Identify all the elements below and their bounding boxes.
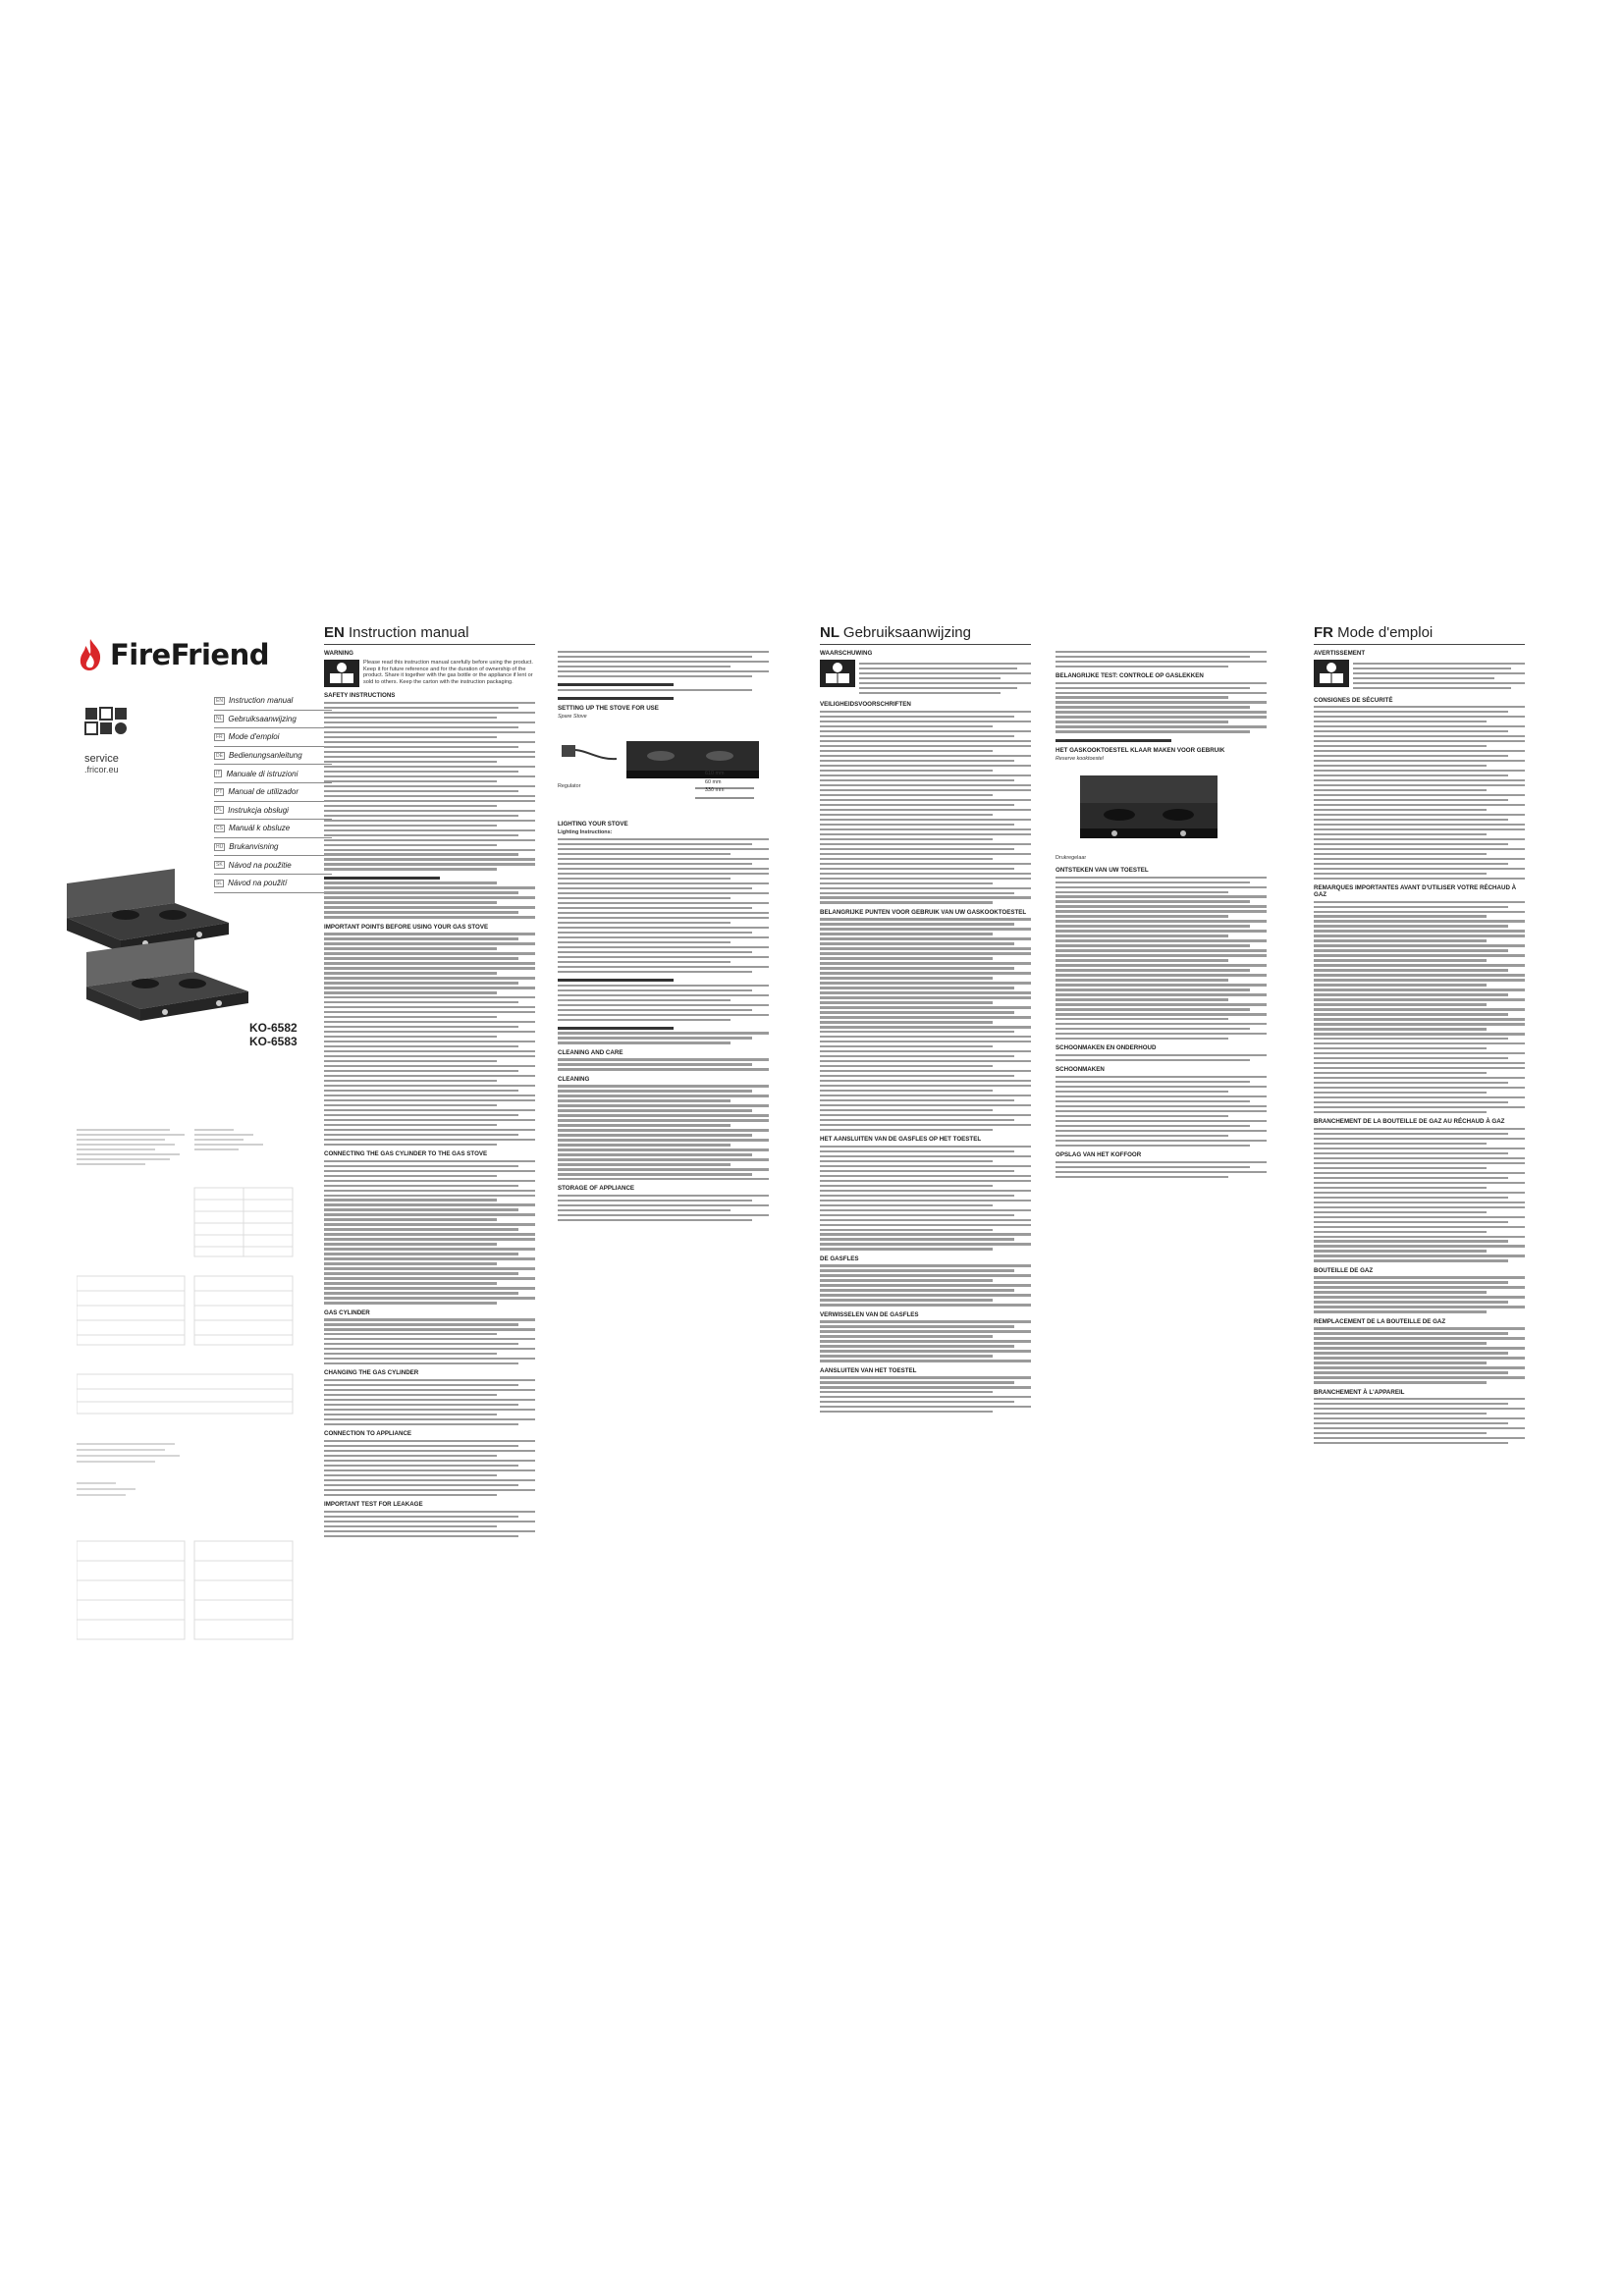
- body-text-block: [1314, 1128, 1525, 1262]
- warning-box: [820, 660, 1031, 696]
- body-text-block: [558, 838, 769, 1044]
- nl-column: [820, 624, 1031, 1415]
- body-text-block: [820, 1320, 1031, 1362]
- heading-connect: BRANCHEMENT DE LA BOUTEILLE DE GAZ AU RÉCHAUD À GAZ: [1314, 1118, 1505, 1126]
- body-text-block: [820, 1264, 1031, 1306]
- stove-product-image: [57, 844, 253, 1021]
- section-title-nl: NL Gebruiksaanwijzing: [820, 624, 1031, 645]
- heading-gas-cylinder: GAS CYLINDER: [324, 1308, 370, 1316]
- heading-lighting: LIGHTING YOUR STOVE: [558, 820, 628, 828]
- en-column-2: [558, 648, 769, 1224]
- body-text-block: [558, 1085, 769, 1180]
- language-item: EN Instruction manual: [214, 692, 332, 711]
- figure-caption: Drukregelaar: [1056, 855, 1087, 862]
- model-number: KO-6582: [249, 1021, 298, 1035]
- dimension-label: 60 mm: [705, 778, 722, 785]
- heading-ignite: ONTSTEKEN VAN UW TOESTEL: [1056, 866, 1149, 874]
- body-text-block: [1056, 1054, 1267, 1061]
- fr-column: [1314, 624, 1525, 1447]
- heading-cleaning: CLEANING AND CARE: [558, 1048, 623, 1056]
- heading-warning: WARNING: [324, 650, 353, 657]
- body-text-block: [820, 711, 1031, 904]
- language-item: DE Bedienungsanleitung: [214, 747, 332, 766]
- heading-remarks: REMARQUES IMPORTANTES AVANT D'UTILISER VOTRE RÉCHAUD À GAZ: [1314, 883, 1517, 898]
- section-title-fr: FR Mode d'emploi: [1314, 624, 1525, 645]
- heading-appliance: AANSLUITEN VAN HET TOESTEL: [820, 1366, 917, 1374]
- heading-appliance: BRANCHEMENT À L'APPAREIL: [1314, 1388, 1405, 1396]
- read-manual-icon: [1314, 660, 1349, 687]
- service-name: service: [84, 753, 119, 765]
- body-text-block: [1056, 1076, 1267, 1147]
- heading-clean: SCHOONMAKEN EN ONDERHOUD: [1056, 1044, 1157, 1052]
- language-item: IT Manuale di istruzioni: [214, 765, 332, 783]
- stove-setup-figure: [1056, 764, 1267, 857]
- heading-important: IMPORTANT POINTS BEFORE USING YOUR GAS STOVE: [324, 923, 489, 931]
- heading-replace: REMPLACEMENT DE LA BOUTEILLE DE GAZ: [1314, 1317, 1446, 1325]
- heading-changing: CHANGING THE GAS CYLINDER: [324, 1369, 419, 1377]
- language-item: SK Návod na použitie: [214, 856, 332, 875]
- read-manual-icon: [324, 660, 359, 687]
- heading-safety: VEILIGHEIDSVOORSCHRIFTEN: [820, 701, 911, 709]
- heading-connect: HET AANSLUITEN VAN DE GASFLES OP HET TOESTEL: [820, 1136, 982, 1144]
- heading-warning: WAARSCHUWING: [820, 650, 873, 657]
- heading-safety: SAFETY INSTRUCTIONS: [324, 692, 396, 700]
- heading-setup: HET GASKOOKTOESTEL KLAAR MAKEN VOOR GEBRUIK: [1056, 746, 1225, 754]
- body-text-block: [1056, 1161, 1267, 1178]
- body-text-block: [820, 1376, 1031, 1413]
- brand-name: FireFriend: [110, 638, 269, 671]
- heading-connecting: CONNECTING THE GAS CYLINDER TO THE GAS STOVE: [324, 1150, 488, 1158]
- heading-bottle: DE GASFLES: [820, 1255, 859, 1262]
- body-text-block: [558, 1058, 769, 1070]
- body-text-block: [324, 933, 535, 1146]
- heading-setup: SETTING UP THE STOVE FOR USE: [558, 704, 659, 712]
- language-item: PT Manual de utilizador: [214, 783, 332, 802]
- heading-storage: STORAGE OF APPLIANCE: [558, 1185, 635, 1193]
- figure-caption: Regulator: [558, 783, 581, 790]
- body-text-block: [820, 918, 1031, 1131]
- heading-storage: OPSLAG VAN HET KOFFOOR: [1056, 1151, 1142, 1159]
- body-text-block: [324, 1318, 535, 1364]
- body-text-block: [558, 1195, 769, 1221]
- en-column: [324, 624, 535, 1540]
- language-item: FR Mode d'emploi: [214, 728, 332, 747]
- read-manual-icon: [820, 660, 855, 687]
- lighting-subtitle: Lighting Instructions:: [558, 828, 613, 835]
- model-numbers: [249, 1021, 298, 1048]
- body-text-block: [1056, 877, 1267, 1041]
- language-item: CS Manuál k obsluze: [214, 820, 332, 838]
- service-url: .fricor.eu: [84, 765, 119, 774]
- setup-subtitle: Spare Stove: [558, 713, 587, 720]
- heading-bottle: BOUTEILLE DE GAZ: [1314, 1266, 1374, 1274]
- body-text-block: [324, 1379, 535, 1425]
- body-text-block: [1056, 682, 1267, 742]
- service-badge: [84, 707, 153, 774]
- body-text-block: [1314, 1398, 1525, 1444]
- flame-icon: [77, 638, 104, 671]
- language-item: SL Návod na použití: [214, 875, 332, 893]
- body-text-block: [820, 1146, 1031, 1251]
- dimension-label: 610 mm: [705, 771, 725, 777]
- model-number: KO-6583: [249, 1035, 298, 1048]
- warning-box: [324, 660, 535, 687]
- language-item: HU Brukanvisning: [214, 838, 332, 857]
- setup-subtitle: Reserve kooktoestel: [1056, 755, 1104, 762]
- body-text-block: [1314, 1327, 1525, 1383]
- warning-text: Please read this instruction manual carefully before using the product. Keep it for future reference and for the duration of ownership of the product. Share it together with the gas bottle or the appliance if lent or sold to others. Keep the carton with the instruction packaging.: [363, 660, 533, 685]
- cover-panel: [57, 638, 337, 1718]
- dimension-label: 330 mm: [705, 787, 725, 794]
- heading-cleaning-sub: CLEANING: [558, 1075, 590, 1083]
- service-icon: [84, 707, 128, 746]
- heading-connection: CONNECTION TO APPLIANCE: [324, 1430, 412, 1438]
- brand-logo: [77, 638, 269, 671]
- nl-column-2: [1056, 648, 1267, 1181]
- compliance-table-figure: [77, 1129, 302, 1679]
- body-text-block: [324, 1160, 535, 1305]
- body-text-block: [1314, 1276, 1525, 1312]
- heading-points: BELANGRIJKE PUNTEN VOOR GEBRUIK VAN UW GASKOOKTOESTEL: [820, 908, 1027, 916]
- body-text-block: [558, 651, 769, 700]
- heading-leak-test: BELANGRIJKE TEST: CONTROLE OP GASLEKKEN: [1056, 671, 1204, 679]
- language-item: NL Gebruiksaanwijzing: [214, 711, 332, 729]
- compliance-tables: [77, 1129, 293, 1683]
- heading-clean-sub: SCHOONMAKEN: [1056, 1066, 1105, 1074]
- language-item: PL Instrukcja obsługi: [214, 802, 332, 821]
- heading-replace: VERWISSELEN VAN DE GASFLES: [820, 1310, 919, 1318]
- warning-box: [1314, 660, 1525, 692]
- heading-warning: AVERTISSEMENT: [1314, 650, 1366, 657]
- body-text-block: [324, 702, 535, 919]
- body-text-block: [324, 1511, 535, 1537]
- body-text-block: [1056, 651, 1267, 667]
- section-title-en: EN Instruction manual: [324, 624, 535, 645]
- body-text-block: [1314, 706, 1525, 880]
- heading-safety: CONSIGNES DE SÉCURITÉ: [1314, 696, 1393, 704]
- stove-setup-figure: [558, 721, 769, 815]
- heading-leak-test: IMPORTANT TEST FOR LEAKAGE: [324, 1501, 423, 1509]
- body-text-block: [324, 1440, 535, 1496]
- body-text-block: [1314, 901, 1525, 1114]
